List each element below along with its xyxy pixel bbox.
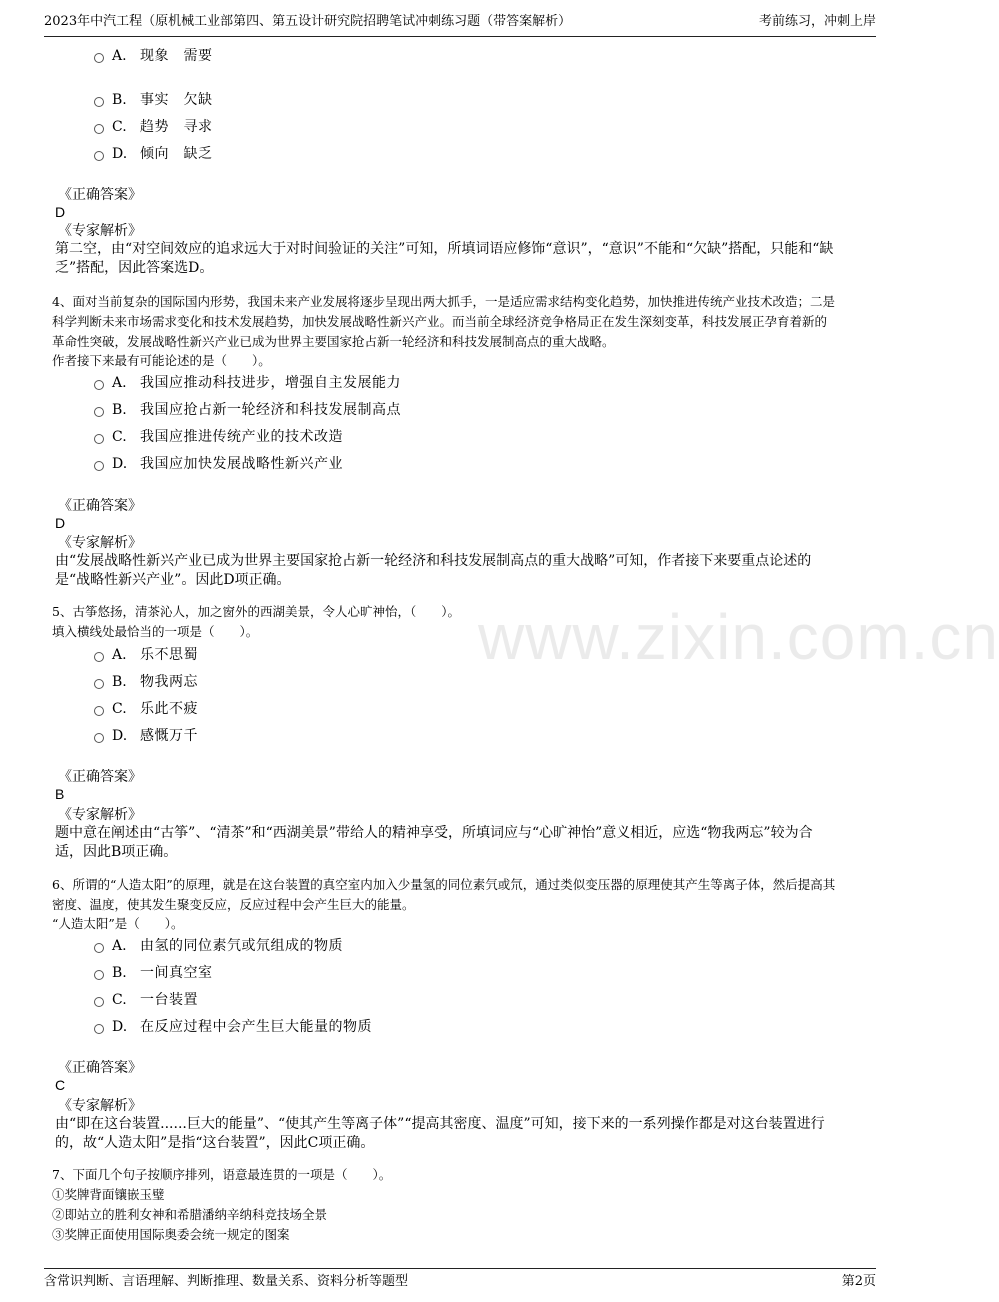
question-prompt: 填入横线处最恰当的一项是（ ）。 — [52, 624, 259, 639]
radio-icon[interactable] — [94, 151, 104, 161]
option-a[interactable]: A. 乐不思蜀 — [94, 645, 198, 665]
radio-icon[interactable] — [94, 461, 104, 471]
watermark: www.zixin.com.cn — [478, 601, 999, 673]
list-item: ③奖牌正面使用国际奥委会统一规定的图案 — [52, 1227, 290, 1242]
analysis-text: 由“即在这台装置......巨大的能量”、“使其产生等离子体”“提高其密度、温度”可知，接下来的一系列操作都是对这台装置进行 的，故“人造太阳”是指“这台装置”，因此C项正确。 — [55, 1116, 825, 1151]
question-stem: 7、下面几个句子按顺序排列，语意最连贯的一项是（ ）。 — [52, 1167, 392, 1182]
answer-label: 《正确答案》 — [58, 1060, 142, 1076]
radio-icon[interactable] — [94, 407, 104, 417]
option-d[interactable]: D. 感慨万千 — [94, 726, 198, 746]
answer-value: B — [55, 786, 65, 802]
analysis-text: 第二空，由“对空间效应的追求远大于对时间验证的关注”可知，所填词语应修饰“意识”，“意识”不能和“欠缺”搭配，只能和“缺 乏”搭配，因此答案选D。 — [55, 241, 834, 276]
footer-text: 含常识判断、言语理解、判断推理、数量关系、资料分析等题型 — [44, 1274, 409, 1289]
option-b[interactable]: B. 一间真空室 — [94, 963, 213, 983]
answer-label: 《正确答案》 — [58, 498, 142, 514]
radio-icon[interactable] — [94, 97, 104, 107]
radio-icon[interactable] — [94, 679, 104, 689]
answer-value: D — [55, 204, 66, 220]
answer-label: 《正确答案》 — [58, 187, 142, 203]
document-title: 2023年中汽工程（原机械工业部第四、第五设计研究院招聘笔试冲刺练习题（带答案解析） — [44, 14, 572, 29]
answer-value: C — [55, 1077, 66, 1093]
analysis-label: 《专家解析》 — [58, 1098, 142, 1114]
option-b[interactable]: B. 物我两忘 — [94, 672, 198, 692]
page-number: 第2页 — [841, 1274, 876, 1289]
analysis-label: 《专家解析》 — [58, 807, 142, 823]
radio-icon[interactable] — [94, 380, 104, 390]
question-stem: 5、古筝悠扬，清茶沁人，加之窗外的西湖美景，令人心旷神怡，（ ）。 — [52, 604, 460, 619]
radio-icon[interactable] — [94, 943, 104, 953]
radio-icon[interactable] — [94, 706, 104, 716]
analysis-text: 由“发展战略性新兴产业已成为世界主要国家抢占新一轮经济和科技发展制高点的重大战略”可知，作者接下来要重点论述的 是“战略性新兴产业”。因此D项正确。 — [55, 553, 812, 588]
option-b[interactable]: B. 事实 欠缺 — [94, 90, 213, 110]
radio-icon[interactable] — [94, 124, 104, 134]
radio-icon[interactable] — [94, 733, 104, 743]
radio-icon[interactable] — [94, 970, 104, 980]
analysis-label: 《专家解析》 — [58, 535, 142, 551]
analysis-text: 题中意在阐述由“古筝”、“清茶”和“西湖美景”带给人的精神享受，所填词应与“心旷神怡”意义相近，应选“物我两忘”较为合 适，因此B项正确。 — [55, 825, 813, 860]
radio-icon[interactable] — [94, 997, 104, 1007]
answer-label: 《正确答案》 — [58, 769, 142, 785]
question-prompt: “人造太阳”是（ ）。 — [52, 916, 184, 931]
radio-icon[interactable] — [94, 53, 104, 63]
radio-icon[interactable] — [94, 1024, 104, 1034]
option-d[interactable]: D. 我国应加快发展战略性新兴产业 — [94, 454, 343, 474]
option-c[interactable]: C. 趋势 寻求 — [94, 117, 213, 137]
question-prompt: 作者接下来最有可能论述的是（ ）。 — [52, 353, 271, 368]
question-stem: 6、所谓的“人造太阳”的原理，就是在这台装置的真空室内加入少量氢的同位素氕或氘，通过类似变压器的原理使其产生等离子体，然后提高其 密度、温度，使其发生聚变反应，反应过程中会产生巨大的能量。 — [52, 877, 836, 912]
option-c[interactable]: C. 乐此不疲 — [94, 699, 198, 719]
option-d[interactable]: D. 在反应过程中会产生巨大能量的物质 — [94, 1017, 372, 1037]
answer-value: D — [55, 515, 66, 531]
page-footer — [44, 1268, 876, 1295]
radio-icon[interactable] — [94, 652, 104, 662]
analysis-label: 《专家解析》 — [58, 223, 142, 239]
option-d[interactable]: D. 倾向 缺乏 — [94, 144, 213, 164]
option-b[interactable]: B. 我国应抢占新一轮经济和科技发展制高点 — [94, 400, 401, 420]
option-c[interactable]: C. 我国应推进传统产业的技术改造 — [94, 427, 343, 447]
list-item: ②即站立的胜利女神和希腊潘纳辛纳科竞技场全景 — [52, 1207, 328, 1222]
question-stem: 4、面对当前复杂的国际国内形势，我国未来产业发展将逐步呈现出两大抓手，一是适应需求结构变化趋势，加快推进传统产业技术改造；二是 科学判断未来市场需求变化和技术发展趋势，加快发展战略性新兴产业。而当前全球经济竞争格局正在发生深刻变革，科技发展正孕育着新的 革命性突破，发展战略性新兴产业已成为世界主要国家抢占新一轮经济和科技发展制高点的重大战略。 — [52, 294, 835, 349]
option-a[interactable]: A. 由氢的同位素氕或氘组成的物质 — [94, 936, 343, 956]
header-slogan: 考前练习，冲刺上岸 — [758, 14, 876, 29]
list-item: ①奖牌背面镶嵌玉璧 — [52, 1187, 165, 1202]
radio-icon[interactable] — [94, 434, 104, 444]
option-a[interactable]: A. 我国应推动科技进步，增强自主发展能力 — [94, 373, 401, 393]
option-a[interactable]: A. 现象 需要 — [94, 46, 213, 66]
option-c[interactable]: C. 一台装置 — [94, 990, 198, 1010]
